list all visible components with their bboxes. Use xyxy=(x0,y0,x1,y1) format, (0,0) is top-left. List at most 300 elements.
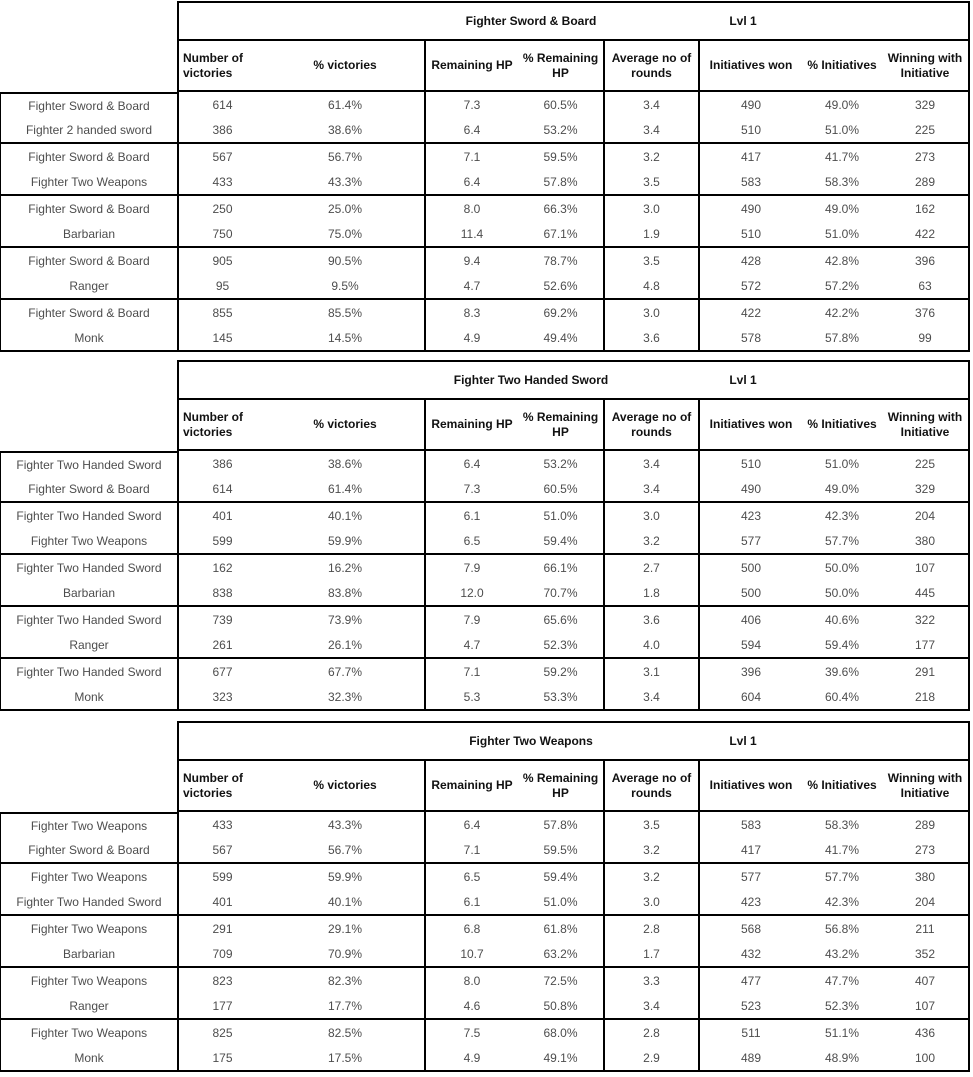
winning-with-initiative-cell: 273 xyxy=(882,144,970,170)
pct-remaining-hp-cell: 51.0% xyxy=(518,890,603,916)
number-of-victories-cell: 750 xyxy=(177,222,266,248)
pct-victories-cell: 26.1% xyxy=(266,633,424,659)
pct-initiatives-cell: 57.8% xyxy=(802,326,882,352)
table-title-row xyxy=(0,1,970,41)
column-header-winning-with-initiative: Winning with Initiative xyxy=(882,41,970,92)
winning-with-initiative-cell: 225 xyxy=(882,451,970,477)
avg-rounds-cell: 3.4 xyxy=(603,994,698,1020)
winning-with-initiative-cell: 204 xyxy=(882,890,970,916)
winning-with-initiative-cell: 177 xyxy=(882,633,970,659)
label-column-spacer xyxy=(0,761,177,812)
pct-initiatives-cell: 48.9% xyxy=(802,1046,882,1072)
remaining-hp-cell: 7.3 xyxy=(424,477,518,503)
pct-remaining-hp-cell: 70.7% xyxy=(518,581,603,607)
combatant-label: Fighter Two Weapons xyxy=(0,812,177,838)
level-label: Lvl 1 xyxy=(729,733,757,748)
number-of-victories-cell: 386 xyxy=(177,118,266,144)
avg-rounds-cell: 3.0 xyxy=(603,196,698,222)
combatant-label: Ranger xyxy=(0,274,177,300)
pct-victories-cell: 82.3% xyxy=(327,973,363,988)
column-header-pct-initiatives: % Initiatives xyxy=(802,41,882,92)
pct-remaining-hp-cell: 61.8% xyxy=(543,921,578,936)
pct-remaining-hp-cell: 57.8% xyxy=(518,170,603,196)
number-of-victories-cell: 677 xyxy=(177,659,266,685)
avg-rounds-cell: 1.7 xyxy=(603,942,698,968)
remaining-hp-cell: 11.4 xyxy=(424,222,518,248)
avg-rounds-cell: 3.5 xyxy=(603,248,698,274)
matchup-row xyxy=(0,1020,970,1046)
matchup-row xyxy=(0,812,970,838)
pct-initiatives-cell: 40.6% xyxy=(824,612,860,627)
matchup-row xyxy=(0,607,970,633)
number-of-victories-cell: 825 xyxy=(177,1020,266,1046)
combatant-label: Fighter Sword & Board xyxy=(0,838,177,864)
initiatives-won-cell: 406 xyxy=(698,607,802,633)
table-title: Fighter Two Weapons xyxy=(469,733,593,748)
number-of-victories-cell: 614 xyxy=(177,477,266,503)
pct-initiatives-cell: 60.4% xyxy=(802,685,882,711)
column-header-remaining-hp: Remaining HP xyxy=(424,41,518,92)
pct-initiatives-cell: 42.3% xyxy=(802,890,882,916)
pct-initiatives-cell: 41.7% xyxy=(824,149,860,164)
label-column-spacer xyxy=(0,721,177,761)
number-of-victories-cell: 709 xyxy=(177,942,266,968)
label-column-spacer xyxy=(0,41,177,92)
remaining-hp-cell: 4.9 xyxy=(424,326,518,352)
pct-remaining-hp-cell: 51.0% xyxy=(543,508,578,523)
remaining-hp-cell: 6.4 xyxy=(424,170,518,196)
column-header-pct-remaining-hp: % Remaining HP xyxy=(518,761,603,812)
column-header-remaining-hp: Remaining HP xyxy=(424,761,518,812)
initiatives-won-cell: 423 xyxy=(698,890,802,916)
matchup-row xyxy=(0,144,970,170)
remaining-hp-cell: 7.1 xyxy=(424,838,518,864)
remaining-hp-cell: 6.4 xyxy=(424,812,518,838)
number-of-victories-cell: 323 xyxy=(177,685,266,711)
remaining-hp-cell: 6.1 xyxy=(424,503,518,529)
avg-rounds-cell: 3.0 xyxy=(603,300,698,326)
remaining-hp-cell: 5.3 xyxy=(424,685,518,711)
matchup-row xyxy=(0,326,970,352)
pct-initiatives-cell: 57.7% xyxy=(824,869,860,884)
pct-victories-cell: 85.5% xyxy=(327,305,363,320)
initiatives-won-cell: 423 xyxy=(698,503,802,529)
avg-rounds-cell: 1.8 xyxy=(603,581,698,607)
column-header-number-of-victories: Number of victories xyxy=(177,400,266,451)
combatant-label: Fighter Two Weapons xyxy=(0,968,177,994)
pct-remaining-hp-cell: 53.2% xyxy=(518,118,603,144)
level-label: Lvl 1 xyxy=(729,372,757,387)
number-of-victories-cell: 433 xyxy=(177,170,266,196)
matchup-table-1 xyxy=(0,1,970,352)
combatant-label: Fighter Two Weapons xyxy=(0,170,177,196)
remaining-hp-cell: 9.4 xyxy=(424,248,518,274)
matchup-row xyxy=(0,170,970,196)
pct-victories-cell: 25.0% xyxy=(327,201,363,216)
pct-remaining-hp-cell: 57.8% xyxy=(543,817,578,832)
pct-victories-cell: 40.1% xyxy=(266,890,424,916)
winning-with-initiative-cell: 289 xyxy=(882,170,970,196)
combatant-label: Fighter Sword & Board xyxy=(0,300,177,326)
number-of-victories-cell: 250 xyxy=(177,196,266,222)
pct-victories-cell: 16.2% xyxy=(327,560,363,575)
column-header-winning-with-initiative: Winning with Initiative xyxy=(882,761,970,812)
pct-remaining-hp-cell: 66.1% xyxy=(543,560,578,575)
winning-with-initiative-cell: 291 xyxy=(882,659,970,685)
number-of-victories-cell: 838 xyxy=(177,581,266,607)
label-column-spacer xyxy=(0,400,177,451)
pct-victories-cell: 56.7% xyxy=(266,838,424,864)
combatant-label: Fighter Two Weapons xyxy=(0,916,177,942)
combatant-label: Fighter 2 handed sword xyxy=(0,118,177,144)
pct-initiatives-cell: 49.0% xyxy=(824,97,860,112)
winning-with-initiative-cell: 407 xyxy=(882,968,970,994)
remaining-hp-cell: 10.7 xyxy=(424,942,518,968)
combatant-label: Fighter Two Weapons xyxy=(0,529,177,555)
matchup-row xyxy=(0,685,970,711)
winning-with-initiative-cell: 445 xyxy=(882,581,970,607)
winning-with-initiative-cell: 422 xyxy=(882,222,970,248)
pct-remaining-hp-cell: 60.5% xyxy=(518,477,603,503)
initiatives-won-cell: 500 xyxy=(698,555,802,581)
initiatives-won-cell: 578 xyxy=(698,326,802,352)
combatant-label: Ranger xyxy=(0,994,177,1020)
initiatives-won-cell: 432 xyxy=(698,942,802,968)
pct-victories-cell: 82.5% xyxy=(327,1025,363,1040)
column-header-number-of-victories: Number of victories xyxy=(177,761,266,812)
remaining-hp-cell: 7.1 xyxy=(424,144,518,170)
pct-initiatives-cell: 42.2% xyxy=(824,305,860,320)
pct-remaining-hp-cell: 49.4% xyxy=(518,326,603,352)
label-column-spacer xyxy=(0,360,177,400)
initiatives-won-cell: 417 xyxy=(698,144,802,170)
pct-initiatives-cell: 57.2% xyxy=(802,274,882,300)
remaining-hp-cell: 4.9 xyxy=(424,1046,518,1072)
pct-victories-cell: 70.9% xyxy=(266,942,424,968)
pct-remaining-hp-cell: 78.7% xyxy=(543,253,578,268)
matchup-row xyxy=(0,968,970,994)
avg-rounds-cell: 3.2 xyxy=(603,838,698,864)
number-of-victories-cell: 401 xyxy=(177,503,266,529)
pct-victories-cell: 17.5% xyxy=(266,1046,424,1072)
number-of-victories-cell: 855 xyxy=(177,300,266,326)
pct-victories-cell: 9.5% xyxy=(266,274,424,300)
avg-rounds-cell: 3.2 xyxy=(603,864,698,890)
combatant-label: Monk xyxy=(0,1046,177,1072)
table-title-row xyxy=(0,360,970,400)
pct-remaining-hp-cell: 66.3% xyxy=(543,201,578,216)
matchup-row xyxy=(0,633,970,659)
initiatives-won-cell: 583 xyxy=(698,812,802,838)
column-header-pct-remaining-hp: % Remaining HP xyxy=(518,41,603,92)
matchup-row xyxy=(0,838,970,864)
column-header-initiatives-won: Initiatives won xyxy=(698,761,802,812)
pct-victories-cell: 83.8% xyxy=(266,581,424,607)
pct-initiatives-cell: 42.3% xyxy=(824,508,860,523)
column-header-pct-victories: % victories xyxy=(266,400,424,451)
table-title-row xyxy=(0,721,970,761)
initiatives-won-cell: 510 xyxy=(698,451,802,477)
pct-victories-cell: 43.3% xyxy=(327,817,363,832)
avg-rounds-cell: 3.4 xyxy=(603,118,698,144)
initiatives-won-cell: 422 xyxy=(698,300,802,326)
matchup-row xyxy=(0,890,970,916)
number-of-victories-cell: 599 xyxy=(177,864,266,890)
matchup-row xyxy=(0,659,970,685)
pct-initiatives-cell: 43.2% xyxy=(802,942,882,968)
initiatives-won-cell: 510 xyxy=(698,222,802,248)
remaining-hp-cell: 7.3 xyxy=(424,92,518,118)
pct-initiatives-cell: 59.4% xyxy=(802,633,882,659)
pct-remaining-hp-cell: 53.2% xyxy=(543,456,578,471)
pct-victories-cell: 73.9% xyxy=(327,612,363,627)
number-of-victories-cell: 739 xyxy=(177,607,266,633)
pct-victories-cell: 56.7% xyxy=(327,149,363,164)
pct-remaining-hp-cell: 52.6% xyxy=(518,274,603,300)
combatant-label: Fighter Two Handed Sword xyxy=(0,890,177,916)
remaining-hp-cell: 8.0 xyxy=(424,196,518,222)
number-of-victories-cell: 567 xyxy=(177,838,266,864)
matchup-row xyxy=(0,477,970,503)
initiatives-won-cell: 490 xyxy=(698,196,802,222)
table-title-cell xyxy=(177,360,970,400)
matchup-row xyxy=(0,916,970,942)
number-of-victories-cell: 95 xyxy=(177,274,266,300)
pct-initiatives-cell: 42.8% xyxy=(824,253,860,268)
pct-victories-cell: 61.4% xyxy=(327,97,363,112)
matchup-row xyxy=(0,300,970,326)
avg-rounds-cell: 3.2 xyxy=(603,529,698,555)
matchup-row xyxy=(0,864,970,890)
initiatives-won-cell: 417 xyxy=(698,838,802,864)
matchup-row xyxy=(0,994,970,1020)
column-header-winning-with-initiative: Winning with Initiative xyxy=(882,400,970,451)
combatant-label: Fighter Two Handed Sword xyxy=(0,659,177,685)
matchup-row xyxy=(0,555,970,581)
avg-rounds-cell: 3.6 xyxy=(603,326,698,352)
column-header-pct-remaining-hp: % Remaining HP xyxy=(518,400,603,451)
winning-with-initiative-cell: 322 xyxy=(882,607,970,633)
number-of-victories-cell: 614 xyxy=(177,92,266,118)
initiatives-won-cell: 577 xyxy=(698,864,802,890)
combatant-label: Monk xyxy=(0,685,177,711)
table-title: Fighter Two Handed Sword xyxy=(453,372,609,387)
label-column-spacer xyxy=(0,1,177,41)
initiatives-won-cell: 511 xyxy=(698,1020,802,1046)
remaining-hp-cell: 6.5 xyxy=(424,529,518,555)
matchup-row xyxy=(0,581,970,607)
avg-rounds-cell: 4.0 xyxy=(603,633,698,659)
pct-victories-cell: 38.6% xyxy=(327,456,363,471)
avg-rounds-cell: 2.9 xyxy=(603,1046,698,1072)
pct-victories-cell: 38.6% xyxy=(266,118,424,144)
pct-remaining-hp-cell: 59.2% xyxy=(543,664,578,679)
initiatives-won-cell: 396 xyxy=(698,659,802,685)
matchup-row xyxy=(0,222,970,248)
winning-with-initiative-cell: 329 xyxy=(882,92,970,118)
pct-initiatives-cell: 50.0% xyxy=(802,581,882,607)
column-header-pct-initiatives: % Initiatives xyxy=(802,761,882,812)
avg-rounds-cell: 3.3 xyxy=(603,968,698,994)
pct-remaining-hp-cell: 60.5% xyxy=(543,97,578,112)
pct-initiatives-cell: 58.3% xyxy=(824,817,860,832)
pct-victories-cell: 14.5% xyxy=(266,326,424,352)
winning-with-initiative-cell: 376 xyxy=(882,300,970,326)
pct-remaining-hp-cell: 72.5% xyxy=(543,973,578,988)
pct-remaining-hp-cell: 50.8% xyxy=(518,994,603,1020)
pct-initiatives-cell: 41.7% xyxy=(802,838,882,864)
remaining-hp-cell: 6.5 xyxy=(424,864,518,890)
column-header-initiatives-won: Initiatives won xyxy=(698,41,802,92)
number-of-victories-cell: 261 xyxy=(177,633,266,659)
pct-initiatives-cell: 50.0% xyxy=(824,560,860,575)
remaining-hp-cell: 8.0 xyxy=(424,968,518,994)
number-of-victories-cell: 905 xyxy=(177,248,266,274)
initiatives-won-cell: 489 xyxy=(698,1046,802,1072)
combatant-label: Fighter Two Weapons xyxy=(0,1020,177,1046)
pct-victories-cell: 59.9% xyxy=(266,529,424,555)
winning-with-initiative-cell: 289 xyxy=(882,812,970,838)
combatant-label: Fighter Two Handed Sword xyxy=(0,503,177,529)
winning-with-initiative-cell: 63 xyxy=(882,274,970,300)
avg-rounds-cell: 3.4 xyxy=(603,477,698,503)
pct-victories-cell: 17.7% xyxy=(266,994,424,1020)
winning-with-initiative-cell: 396 xyxy=(882,248,970,274)
matchup-row xyxy=(0,248,970,274)
pct-initiatives-cell: 49.0% xyxy=(824,201,860,216)
remaining-hp-cell: 7.9 xyxy=(424,607,518,633)
winning-with-initiative-cell: 100 xyxy=(882,1046,970,1072)
number-of-victories-cell: 823 xyxy=(177,968,266,994)
column-header-row xyxy=(0,400,970,451)
combatant-label: Ranger xyxy=(0,633,177,659)
initiatives-won-cell: 490 xyxy=(698,92,802,118)
combatant-label: Fighter Two Handed Sword xyxy=(0,555,177,581)
pct-initiatives-cell: 47.7% xyxy=(824,973,860,988)
pct-victories-cell: 90.5% xyxy=(327,253,363,268)
winning-with-initiative-cell: 225 xyxy=(882,118,970,144)
pct-remaining-hp-cell: 68.0% xyxy=(543,1025,578,1040)
matchup-row xyxy=(0,529,970,555)
table-title-cell xyxy=(177,1,970,41)
avg-rounds-cell: 2.8 xyxy=(603,916,698,942)
number-of-victories-cell: 162 xyxy=(177,555,266,581)
remaining-hp-cell: 4.6 xyxy=(424,994,518,1020)
initiatives-won-cell: 477 xyxy=(698,968,802,994)
matchup-table-3 xyxy=(0,721,970,1072)
combatant-label: Fighter Sword & Board xyxy=(0,92,177,118)
avg-rounds-cell: 3.4 xyxy=(603,685,698,711)
pct-remaining-hp-cell: 59.5% xyxy=(518,838,603,864)
initiatives-won-cell: 604 xyxy=(698,685,802,711)
initiatives-won-cell: 572 xyxy=(698,274,802,300)
pct-initiatives-cell: 49.0% xyxy=(802,477,882,503)
column-header-pct-victories: % victories xyxy=(266,41,424,92)
pct-remaining-hp-cell: 59.4% xyxy=(543,869,578,884)
remaining-hp-cell: 7.1 xyxy=(424,659,518,685)
winning-with-initiative-cell: 162 xyxy=(882,196,970,222)
combatant-label: Monk xyxy=(0,326,177,352)
initiatives-won-cell: 594 xyxy=(698,633,802,659)
combatant-label: Fighter Two Weapons xyxy=(0,864,177,890)
column-header-pct-victories: % victories xyxy=(266,761,424,812)
avg-rounds-cell: 3.0 xyxy=(603,503,698,529)
table-title-cell xyxy=(177,721,970,761)
column-header-avg-rounds: Average no of rounds xyxy=(603,400,698,451)
avg-rounds-cell: 3.1 xyxy=(603,659,698,685)
number-of-victories-cell: 401 xyxy=(177,890,266,916)
combatant-label: Barbarian xyxy=(0,942,177,968)
column-header-row xyxy=(0,761,970,812)
pct-victories-cell: 61.4% xyxy=(266,477,424,503)
initiatives-won-cell: 510 xyxy=(698,118,802,144)
avg-rounds-cell: 2.8 xyxy=(603,1020,698,1046)
remaining-hp-cell: 6.8 xyxy=(424,916,518,942)
matchup-row xyxy=(0,118,970,144)
number-of-victories-cell: 433 xyxy=(177,812,266,838)
initiatives-won-cell: 490 xyxy=(698,477,802,503)
pct-victories-cell: 29.1% xyxy=(327,921,363,936)
pct-victories-cell: 43.3% xyxy=(266,170,424,196)
matchup-row xyxy=(0,92,970,118)
remaining-hp-cell: 4.7 xyxy=(424,633,518,659)
winning-with-initiative-cell: 107 xyxy=(882,555,970,581)
combatant-label: Fighter Two Handed Sword xyxy=(0,451,177,477)
avg-rounds-cell: 3.5 xyxy=(603,812,698,838)
number-of-victories-cell: 599 xyxy=(177,529,266,555)
remaining-hp-cell: 6.4 xyxy=(424,451,518,477)
pct-victories-cell: 67.7% xyxy=(327,664,363,679)
combatant-label: Barbarian xyxy=(0,581,177,607)
combatant-label: Fighter Sword & Board xyxy=(0,144,177,170)
winning-with-initiative-cell: 380 xyxy=(882,864,970,890)
combatant-label: Fighter Sword & Board xyxy=(0,196,177,222)
avg-rounds-cell: 3.4 xyxy=(603,92,698,118)
remaining-hp-cell: 6.4 xyxy=(424,118,518,144)
winning-with-initiative-cell: 380 xyxy=(882,529,970,555)
initiatives-won-cell: 428 xyxy=(698,248,802,274)
combatant-label: Fighter Two Handed Sword xyxy=(0,607,177,633)
pct-remaining-hp-cell: 53.3% xyxy=(518,685,603,711)
number-of-victories-cell: 177 xyxy=(177,994,266,1020)
combatant-label: Barbarian xyxy=(0,222,177,248)
column-header-avg-rounds: Average no of rounds xyxy=(603,41,698,92)
winning-with-initiative-cell: 99 xyxy=(882,326,970,352)
pct-initiatives-cell: 52.3% xyxy=(802,994,882,1020)
remaining-hp-cell: 8.3 xyxy=(424,300,518,326)
avg-rounds-cell: 3.5 xyxy=(603,170,698,196)
pct-remaining-hp-cell: 65.6% xyxy=(543,612,578,627)
pct-initiatives-cell: 51.0% xyxy=(802,118,882,144)
pct-remaining-hp-cell: 49.1% xyxy=(518,1046,603,1072)
number-of-victories-cell: 175 xyxy=(177,1046,266,1072)
column-header-initiatives-won: Initiatives won xyxy=(698,400,802,451)
winning-with-initiative-cell: 204 xyxy=(882,503,970,529)
pct-remaining-hp-cell: 59.5% xyxy=(543,149,578,164)
number-of-victories-cell: 291 xyxy=(177,916,266,942)
initiatives-won-cell: 583 xyxy=(698,170,802,196)
column-header-remaining-hp: Remaining HP xyxy=(424,400,518,451)
pct-remaining-hp-cell: 52.3% xyxy=(518,633,603,659)
remaining-hp-cell: 7.9 xyxy=(424,555,518,581)
pct-initiatives-cell: 51.1% xyxy=(824,1025,860,1040)
remaining-hp-cell: 6.1 xyxy=(424,890,518,916)
pct-initiatives-cell: 51.0% xyxy=(824,456,860,471)
avg-rounds-cell: 3.4 xyxy=(603,451,698,477)
pct-initiatives-cell: 57.7% xyxy=(802,529,882,555)
column-header-pct-initiatives: % Initiatives xyxy=(802,400,882,451)
initiatives-won-cell: 523 xyxy=(698,994,802,1020)
